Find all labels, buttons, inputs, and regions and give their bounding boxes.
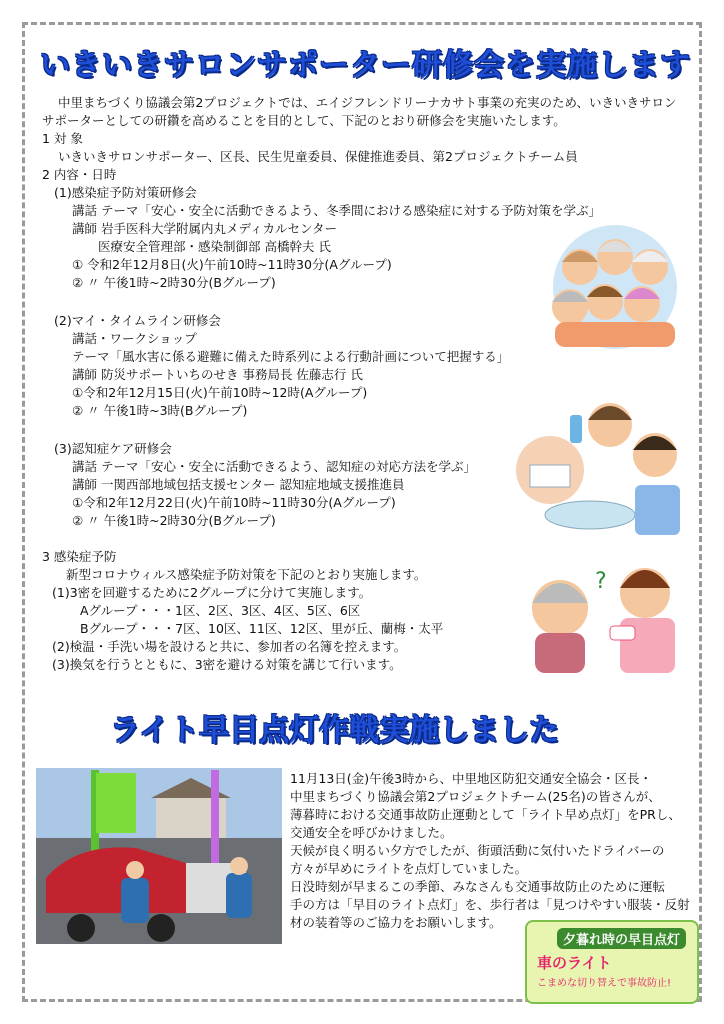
prevention-line: 新型コロナウィルス感染症予防対策を下記のとおり実施します。: [66, 567, 427, 582]
badge-sub-text: こまめな切り替えで事故防止!: [537, 978, 672, 989]
article-line: 11月13日(金)午後3時から、中里地区防犯交通安全協会・区長・: [290, 771, 653, 786]
training-2-line: 講師 防災サポートいちのせき 事務局長 佐藤志行 氏: [72, 367, 363, 382]
training-1-line: 講師 岩手医科大学附属内丸メディカルセンター: [72, 221, 337, 236]
prevention-line: (3)換気を行うとともに、3密を避ける対策を講じて行います。: [52, 657, 402, 672]
event-photo: [36, 768, 282, 944]
nurse-elderly-illustration: [515, 558, 690, 673]
article-line: 方々が早めにライトを点灯していました。: [290, 861, 528, 876]
intro-line-1: 中里まちづくり協議会第2プロジェクトでは、エイジフレンドリーナカサト事業の充実のため、いきいきサロン: [58, 95, 677, 110]
training-2-line: 講話・ワークショップ: [72, 331, 197, 346]
training-2-title: (2)マイ・タイムライン研修会: [54, 313, 221, 328]
prevention-line: Bグループ・・・7区、10区、11区、12区、里が丘、蘭梅・太平: [80, 621, 444, 636]
article-line: 材の装着等のご協力をお願いします。: [290, 915, 502, 930]
training-1-line: 医療安全管理部・感染制御部 高橋幹夫 氏: [98, 239, 331, 254]
training-2-line: テーマ「風水害に係る避難に備えた時系列による行動計画について把握する」: [72, 349, 510, 364]
headlight-badge: [525, 920, 699, 1004]
prevention-line: (2)検温・手洗い場を設けると共に、参加者の名簿を控えます。: [52, 639, 407, 654]
training-1-line: 講話 テーマ「安心・安全に活動できるよう、冬季間における感染症に対する予防対策を学ぶ」: [72, 203, 601, 218]
section-2-heading: 2 内容・日時: [42, 167, 117, 182]
badge-car-text: 車のライト: [537, 954, 612, 972]
section-1-body: いきいきサロンサポーター、区長、民生児童委員、保健推進委員、第2プロジェクトチーム員: [58, 149, 578, 164]
section-title-light: ライト早目点灯作戦実施しました: [110, 713, 560, 748]
training-2-line: ①令和2年12月15日(火)午前10時~12時(Aグループ): [72, 385, 368, 400]
training-2-line: ② 〃 午後1時~3時(Bグループ): [72, 403, 248, 418]
article-line: 薄暮時における交通事故防止運動として「ライト早め点灯」をPRし、: [290, 807, 681, 822]
section-3-heading: 3 感染症予防: [42, 549, 117, 564]
svg-text:?: ?: [595, 569, 607, 594]
hygiene-illustration: [510, 395, 695, 545]
article-line: 手の方は「早目のライト点灯」を、歩行者は「見つけやすい服装・反射: [290, 897, 690, 912]
section-1-heading: 1 対 象: [42, 131, 83, 146]
intro-line-2: サポーターとしての研鑽を高めることを目的として、下記のとおり研修会を実施いたします。: [42, 113, 566, 128]
article-line: 交通安全を呼びかけました。: [290, 825, 453, 840]
training-3-line: ①令和2年12月22日(火)午前10時~11時30分(Aグループ): [72, 495, 396, 510]
badge-top-text: 夕暮れ時の早目点灯: [557, 928, 686, 949]
training-3-line: 講話 テーマ「安心・安全に活動できるよう、認知症の対応方法を学ぶ」: [72, 459, 476, 474]
page-title: いきいきサロンサポーター研修会を実施します: [40, 48, 691, 83]
training-3-line: 講師 一関西部地域包括支援センター 認知症地域支援推進員: [72, 477, 405, 492]
training-1-line: ② 〃 午後1時~2時30分(Bグループ): [72, 275, 276, 290]
training-3-line: ② 〃 午後1時~2時30分(Bグループ): [72, 513, 276, 528]
article-line: 中里まちづくり協議会第2プロジェクトチーム(25名)の皆さんが、: [290, 789, 661, 804]
article-line: 日没時刻が早まるこの季節、みなさんも交通事故防止のために運転: [290, 879, 666, 894]
training-1-line: ① 令和2年12月8日(火)午前10時~11時30分(Aグループ): [72, 257, 392, 272]
article-line: 天候が良く明るい夕方でしたが、街頭活動に気付いたドライバーの: [290, 843, 665, 858]
training-1-title: (1)感染症予防対策研修会: [54, 185, 197, 200]
elderly-group-illustration: [540, 222, 690, 352]
prevention-line: Aグループ・・・1区、2区、3区、4区、5区、6区: [80, 603, 361, 618]
prevention-line: (1)3密を回避するために2グループに分けて実施します。: [52, 585, 372, 600]
training-3-title: (3)認知症ケア研修会: [54, 441, 172, 456]
